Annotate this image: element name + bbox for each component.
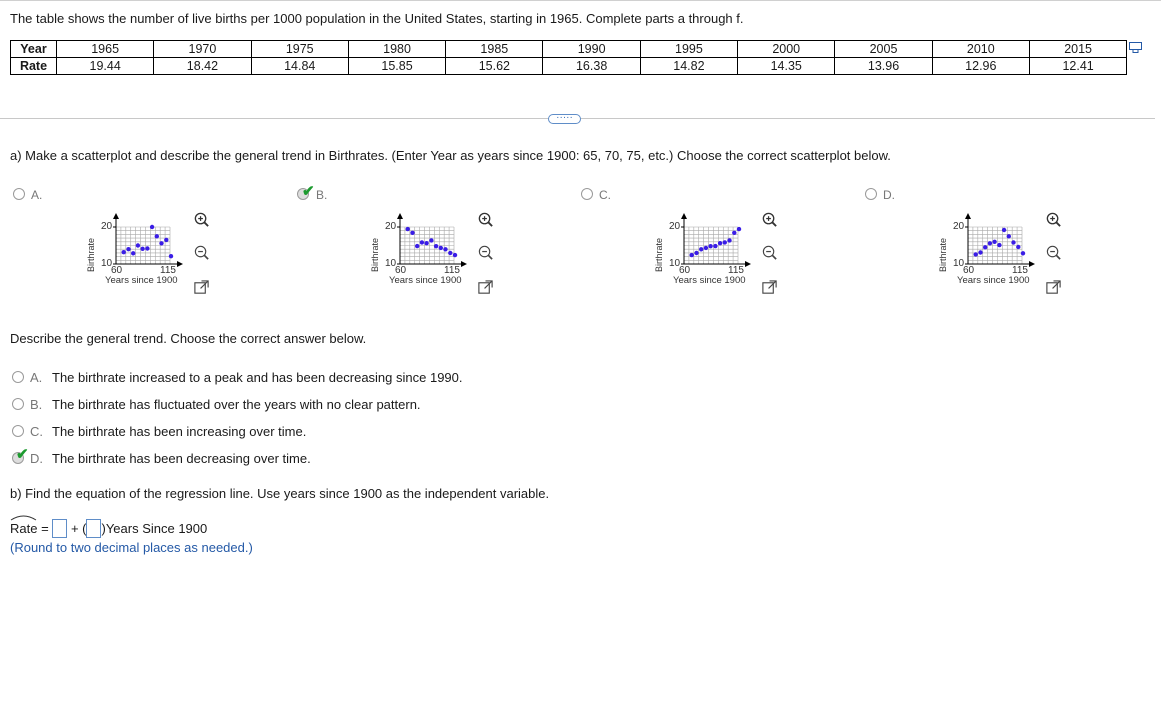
x-tick-label: 115 [160,265,176,276]
data-point [1021,251,1025,255]
more-button[interactable]: ····· [548,114,581,124]
y-axis-label: Birthrate [654,237,664,272]
rate-cell: 15.62 [446,58,543,75]
data-point [159,241,163,245]
data-point [704,246,708,250]
y-tick-label: 20 [669,221,681,232]
zoom-in-icon[interactable] [1045,211,1062,228]
data-point [992,240,996,244]
rate-cell: 13.96 [835,58,932,75]
year-cell: 1985 [446,41,543,58]
data-point [997,243,1001,247]
rate-cell: 12.41 [1029,58,1126,75]
x-tick-label: 115 [444,265,460,276]
trend-prompt: Describe the general trend. Choose the correct answer below. [10,331,367,346]
table-row-year [11,41,1127,58]
data-point [164,238,168,242]
rate-cell: 16.38 [543,58,640,75]
trend-option-c[interactable]: C. The birthrate has been increasing over time. [12,424,306,439]
data-point [723,240,727,244]
row-label-year: Year [11,41,57,58]
data-point [434,244,438,248]
data-point [140,247,144,251]
zoom-out-icon[interactable] [761,244,778,261]
data-point [988,241,992,245]
data-point [155,234,159,238]
year-cell: 2015 [1029,41,1126,58]
year-cell: 1990 [543,41,640,58]
open-new-window-icon[interactable] [477,279,494,296]
rate-label: Rate [10,521,38,536]
data-point [1016,245,1020,249]
rate-cell: 18.42 [154,58,251,75]
data-point [708,244,712,248]
data-point [410,231,414,235]
x-axis-arrow [461,261,467,267]
x-tick-label: 115 [1012,265,1028,276]
data-point [145,246,149,250]
scatterplot-d [935,208,1075,308]
year-cell: 1970 [154,41,251,58]
zoom-out-icon[interactable] [1045,244,1062,261]
rate-cell: 15.85 [348,58,445,75]
data-point [169,254,173,258]
data-point [126,247,130,251]
y-axis-arrow [113,213,119,219]
slope-input[interactable] [86,519,101,538]
data-point [439,246,443,250]
data-point [415,244,419,248]
zoom-in-icon[interactable] [477,211,494,228]
y-tick-label: 10 [669,258,681,269]
rate-cell: 14.84 [251,58,348,75]
data-point [1011,240,1015,244]
x-axis-label: Years since 1900 [389,275,462,286]
y-tick-label: 10 [385,258,397,269]
x-axis-label: Years since 1900 [673,275,746,286]
equals-sign: = [41,521,49,536]
x-axis-arrow [177,261,183,267]
option-d-radio[interactable] [865,188,877,203]
y-axis-arrow [681,213,687,219]
data-point [699,247,703,251]
copy-table-icon[interactable] [1129,42,1142,53]
data-point [727,238,731,242]
data-point [694,251,698,255]
data-point [424,241,428,245]
y-tick-label: 10 [953,258,965,269]
rounding-note: (Round to two decimal places as needed.) [10,540,253,555]
data-point [448,251,452,255]
y-axis-label: Birthrate [86,237,96,272]
year-cell: 2000 [738,41,835,58]
year-cell: 2010 [932,41,1029,58]
x-axis-label: Years since 1900 [957,275,1030,286]
data-point [1007,234,1011,238]
zoom-in-icon[interactable] [761,211,778,228]
option-c-label: C. [599,188,611,202]
correct-check-icon: ✔ [302,183,315,200]
x-axis-arrow [1029,261,1035,267]
correct-check-icon: ✔ [16,446,29,463]
intercept-input[interactable] [52,519,67,538]
y-axis-arrow [397,213,403,219]
data-point [429,238,433,242]
x-tick-label: 60 [679,265,691,276]
data-point [406,227,410,231]
table-row-rate [11,58,1127,75]
rate-cell: 19.44 [57,58,154,75]
year-cell: 1965 [57,41,154,58]
data-point [974,252,978,256]
data-point [136,243,140,247]
rate-cell: 14.82 [640,58,737,75]
y-axis-label: Birthrate [370,237,380,272]
plus-paren: + ( [70,521,87,536]
year-cell: 1975 [251,41,348,58]
trend-option-d[interactable]: D. The birthrate has been decreasing over time. [12,451,311,466]
trend-option-a[interactable]: A. The birthrate increased to a peak and has been decreasing since 1990. [12,370,463,385]
y-tick-label: 20 [385,221,397,232]
top-border [0,0,1161,1]
x-tick-label: 115 [728,265,744,276]
year-cell: 2005 [835,41,932,58]
y-tick-label: 20 [101,221,113,232]
year-cell: 1995 [640,41,737,58]
data-table [10,40,1127,75]
x-tick-label: 60 [395,265,407,276]
part-b-question: b) Find the equation of the regression line. Use years since 1900 as the independent variable. [10,486,550,501]
option-b-label: B. [316,188,328,202]
zoom-out-icon[interactable] [193,244,210,261]
open-new-window-icon[interactable] [193,279,210,296]
x-tick-label: 60 [111,265,123,276]
y-axis-arrow [965,213,971,219]
data-point [122,250,126,254]
data-point [978,250,982,254]
data-point [713,244,717,248]
equation-suffix: )Years Since 1900 [101,521,208,536]
data-point [443,247,447,251]
option-c-radio[interactable] [581,188,593,203]
regression-equation [10,519,207,538]
y-tick-label: 20 [953,221,965,232]
data-point [453,253,457,257]
year-cell: 1980 [348,41,445,58]
scatterplot-a [83,208,223,308]
option-d-label: D. [883,188,895,202]
data-point [732,231,736,235]
option-a-label: A. [31,188,43,202]
scatterplot-c [651,208,791,308]
rate-cell: 12.96 [932,58,1029,75]
part-a-question: a) Make a scatterplot and describe the general trend in Birthrates. (Enter Year as years since 1900: 65, 70, 75, etc.) Choose the correct scatterplot below. [10,148,891,163]
zoom-in-icon[interactable] [193,211,210,228]
hat-icon [10,513,37,521]
option-a-radio[interactable] [13,188,25,203]
data-point [131,251,135,255]
data-point [718,241,722,245]
open-new-window-icon[interactable] [1045,279,1062,296]
open-new-window-icon[interactable] [761,279,778,296]
data-point [1002,228,1006,232]
data-point [150,225,154,229]
zoom-out-icon[interactable] [477,244,494,261]
x-tick-label: 60 [963,265,975,276]
data-point [690,253,694,257]
rate-cell: 14.35 [738,58,835,75]
trend-option-b[interactable]: B. The birthrate has fluctuated over the years with no clear pattern. [12,397,421,412]
x-axis-arrow [745,261,751,267]
row-label-rate: Rate [11,58,57,75]
data-point [983,245,987,249]
data-point [420,240,424,244]
scatterplot-b [367,208,507,308]
y-tick-label: 10 [101,258,113,269]
data-point [737,227,741,231]
intro-text: The table shows the number of live births per 1000 population in the United States, starting in 1965. Complete parts a through f. [10,11,744,26]
y-axis-label: Birthrate [938,237,948,272]
x-axis-label: Years since 1900 [105,275,178,286]
